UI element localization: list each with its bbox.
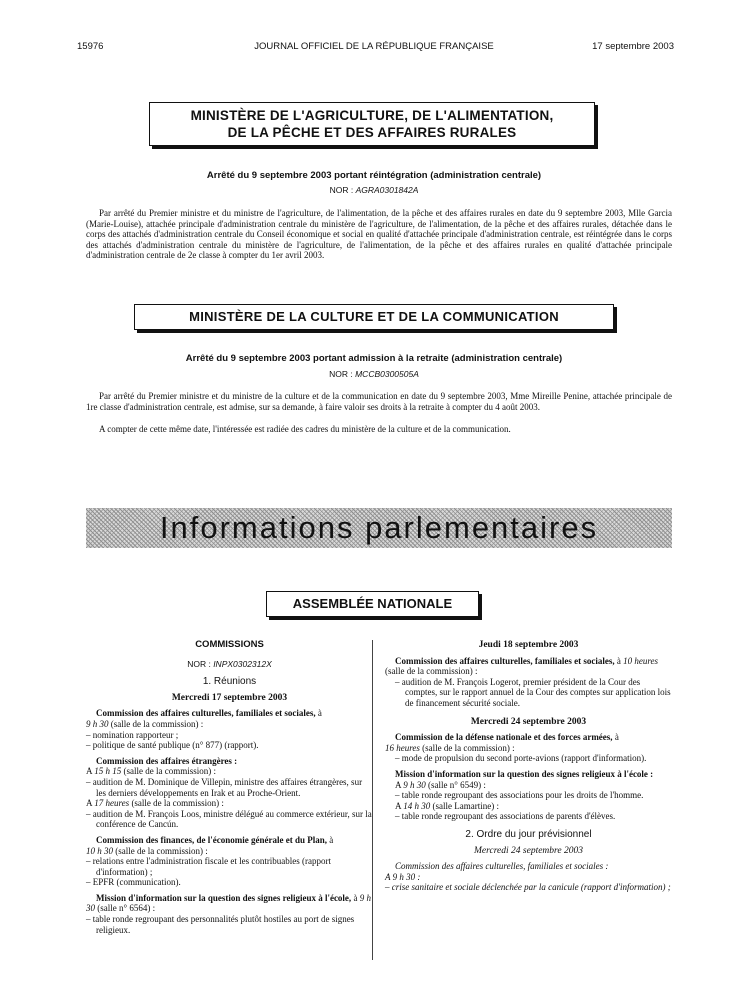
right-column xyxy=(385,640,672,893)
session-time: 9 h 30 : xyxy=(392,871,421,882)
connector-text: à xyxy=(616,655,621,666)
commission-entry xyxy=(86,835,373,888)
day-heading: Mercredi 24 septembre 2003 xyxy=(474,845,583,856)
session-room: (salle n° 6549) : xyxy=(428,779,486,790)
agenda-item: – audition de M. Dominique de Villepin, ministre des affaires étrangères, sur les derniers développements en Irak et au Proche-Orient. xyxy=(86,776,363,798)
nor-reference xyxy=(60,185,688,195)
agenda-item: – mode de propulsion du second porte-avions (rapport d'information). xyxy=(395,753,647,764)
connector-text: à xyxy=(317,708,322,719)
agenda-item: – audition de M. François Logerot, premier président de la Cour des comptes, sur le rapport annuel de la Cour des comptes sur application lois de financement sécurité sociale. xyxy=(395,676,671,708)
session-time: 10 h 30 xyxy=(86,845,113,856)
session-time: 17 heures xyxy=(94,798,130,809)
nor-reference xyxy=(86,659,373,670)
session-room: (salle de la commission) : xyxy=(115,845,208,856)
nor-label: NOR : xyxy=(329,369,353,379)
nor-code: INPX0302312X xyxy=(213,658,272,669)
mission-title: Mission d'information sur la question des signes religieux à l'école : xyxy=(395,768,654,779)
agenda-item: – crise sanitaire et sociale déclenchée par la canicule (rapport d'information) ; xyxy=(385,882,671,893)
session-time: 16 heures xyxy=(385,742,420,753)
commission-title: Commission des affaires culturelles, familiales et sociales, xyxy=(395,655,615,666)
agenda-item: – table ronde regroupant des associations de parents d'élèves. xyxy=(395,811,616,822)
session-time: 15 h 15 xyxy=(94,766,122,777)
ministry-culture-heading: MINISTÈRE DE LA CULTURE ET DE LA COMMUNICATION xyxy=(134,304,614,330)
session-room: (salle n° 6564) : xyxy=(97,903,156,914)
ministry-agriculture-line2: DE LA PÊCHE ET DES AFFAIRES RURALES xyxy=(227,125,517,140)
page-header xyxy=(0,41,748,55)
issue-date: 17 septembre 2003 xyxy=(592,41,674,52)
assemblee-heading: ASSEMBLÉE NATIONALE xyxy=(266,591,479,617)
journal-title: JOURNAL OFFICIEL DE LA RÉPUBLIQUE FRANÇAISE xyxy=(254,41,494,52)
agenda-item: – nomination rapporteur ; xyxy=(86,729,179,740)
connector-text: à xyxy=(329,834,334,845)
mission-entry xyxy=(385,769,672,822)
session-room: (salle de la commission) : xyxy=(123,766,216,777)
commission-title: Commission des affaires étrangères : xyxy=(96,755,238,766)
arrete-title-reintegration: Arrêté du 9 septembre 2003 portant réintégration (administration centrale) xyxy=(206,170,542,181)
agenda-item: – relations entre l'administration fiscale et les contribuables (rapport d'information) ; xyxy=(86,856,332,877)
section-banner-title: Informations parlementaires xyxy=(159,510,599,545)
commission-entry xyxy=(385,732,672,764)
nor-code: MCCB0300505A xyxy=(355,369,419,379)
arrete-body-reintegration: Par arrêté du Premier ministre et du ministre de l'agriculture, de l'alimentation, de la pêche et des affaires rurales en date du 9 septembre 2003, Mlle Garcia (Marie-Louise), attachée principale d'administration centrale du ministère de l'agriculture, de l'alimentation, de la pêche et des affaires rurales, détachée dans le corps des attachés d'administration centrale du Conseil économique et social en qualité d'attachée principale d'administration centrale, est réintégrée dans le corps des attachés d'administration centrale du ministère de l'agriculture, de l'alimentation, de la pêche et des affaires rurales en qualité d'attachée principale d'administration centrale de 2e classe à compter du 1er avril 2003. xyxy=(86,208,672,261)
connector-text: A xyxy=(385,871,391,882)
nor-label: NOR : xyxy=(329,185,354,195)
session-time: 9 h 30 xyxy=(86,892,371,914)
connector-text: A xyxy=(86,798,93,809)
session-time: 14 h 30 xyxy=(403,800,431,811)
commission-entry xyxy=(86,708,373,750)
commission-entry xyxy=(385,861,672,893)
mission-entry xyxy=(86,893,373,935)
section-banner xyxy=(86,508,672,548)
session-time: 9 h 30 xyxy=(403,779,426,790)
page-number: 15976 xyxy=(77,41,104,52)
session-room: (salle de la commission) : xyxy=(385,666,478,677)
day-heading: Mercredi 24 septembre 2003 xyxy=(470,716,587,727)
commission-title: Commission des finances, de l'économie générale et du Plan, xyxy=(96,834,327,845)
session-time: 10 heures xyxy=(623,655,659,666)
session-room: (salle Lamartine) : xyxy=(432,800,499,811)
session-time: 9 h 30 xyxy=(86,718,109,729)
agenda-item: – table ronde regroupant des personnalités plutôt hostiles au port de signes religieux. xyxy=(86,914,355,935)
ministry-agriculture-heading xyxy=(149,102,595,146)
day-heading: Jeudi 18 septembre 2003 xyxy=(478,640,579,650)
connector-text: A xyxy=(395,779,402,790)
left-column xyxy=(86,640,373,935)
arrete-body-radiation: A compter de cette même date, l'intéressée est radiée des cadres du ministère de la culture et de la communication. xyxy=(99,424,511,434)
commission-entry xyxy=(385,656,672,709)
arrete-body-retraite: Par arrêté du Premier ministre et du ministre de la culture et de la communication en date du 9 septembre 2003, Mme Mireille Penine, attachée principale de 1re classe d'administration centrale, est admise, sur sa demande, à faire valoir ses droits à la retraite à compter du 4 août 2003. xyxy=(86,391,672,412)
connector-text: A xyxy=(86,766,93,777)
reunions-heading: 1. Réunions xyxy=(202,676,257,688)
agenda-item: – audition de M. François Loos, ministre délégué au commerce extérieur, sur la conférence de Cancún. xyxy=(86,808,372,830)
session-room: (salle de la commission) : xyxy=(131,798,224,809)
ordre-du-jour-heading: 2. Ordre du jour prévisionnel xyxy=(465,828,592,840)
commission-title: Commission des affaires culturelles, familiales et sociales : xyxy=(395,861,609,872)
nor-label: NOR : xyxy=(187,658,211,669)
mission-title: Mission d'information sur la question des signes religieux à l'école, xyxy=(96,892,352,903)
commission-entry xyxy=(86,756,373,830)
commissions-heading: COMMISSIONS xyxy=(195,639,264,650)
ministry-agriculture-line1: MINISTÈRE DE L'AGRICULTURE, DE L'ALIMENTATION, xyxy=(190,108,554,123)
arrete-title-retraite: Arrêté du 9 septembre 2003 portant admission à la retraite (administration centrale) xyxy=(185,353,563,364)
agenda-item: – table ronde regroupant des associations pour les droits de l'homme. xyxy=(395,790,644,801)
connector-text: à xyxy=(614,732,619,743)
nor-code: AGRA0301842A xyxy=(355,185,419,195)
connector-text: à xyxy=(353,892,358,903)
commission-title: Commission de la défense nationale et des forces armées, xyxy=(395,732,613,743)
agenda-item: – politique de santé publique (n° 877) (rapport). xyxy=(86,740,259,751)
agenda-item: – EPFR (communication). xyxy=(86,877,181,888)
nor-reference xyxy=(60,369,688,379)
commission-title: Commission des affaires culturelles, familiales et sociales, xyxy=(96,708,316,719)
session-room: (salle de la commission) : xyxy=(422,742,515,753)
connector-text: A xyxy=(395,800,402,811)
session-room: (salle de la commission) : xyxy=(110,718,204,729)
day-heading: Mercredi 17 septembre 2003 xyxy=(171,692,288,703)
